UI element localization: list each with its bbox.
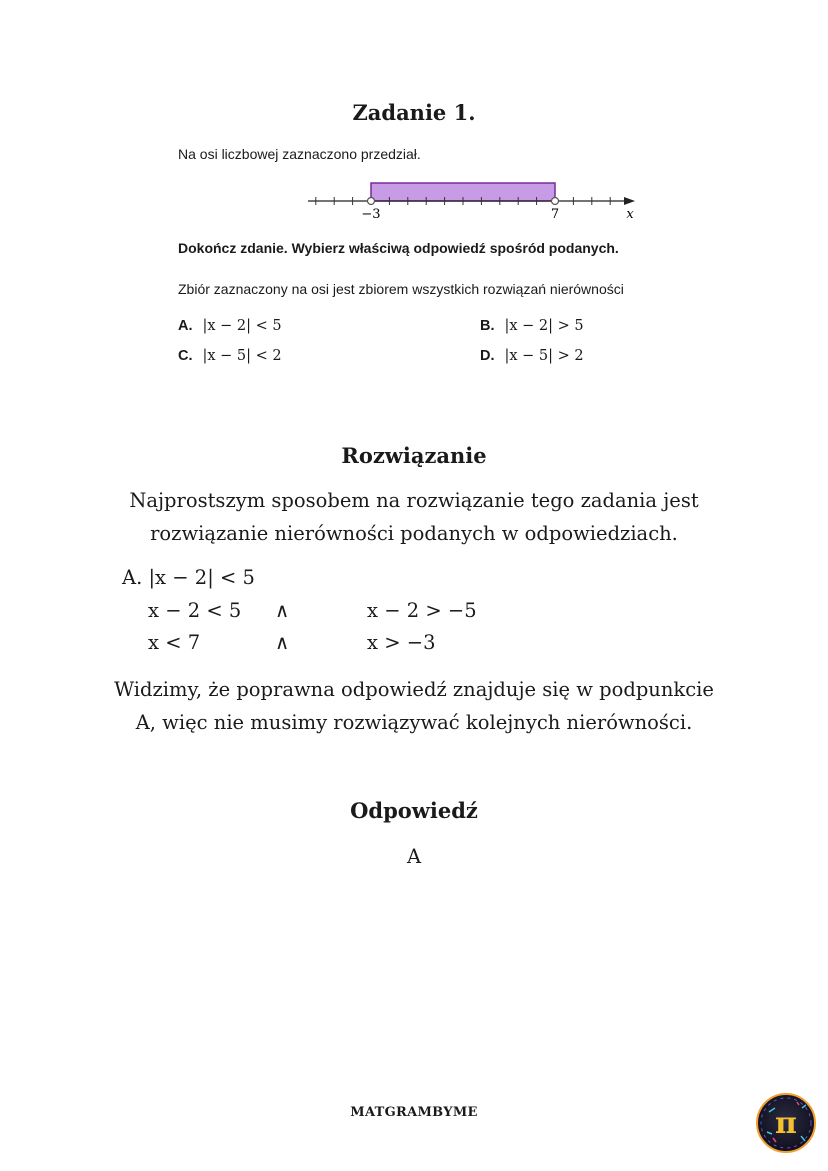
solution-intro-line1: Najprostszym sposobem na rozwiązanie tego zadania jest xyxy=(129,489,699,512)
answer-value: A xyxy=(406,845,422,868)
option-text: |x − 5| < 2 xyxy=(202,348,282,364)
conclusion-line1: Widzimy, że poprawna odpowiedź znajduje się w podpunkcie xyxy=(114,678,714,701)
option-c xyxy=(178,348,282,364)
task-question: Zbiór zaznaczony na osi jest zbiorem wszystkich rozwiązań nierówności xyxy=(178,281,624,297)
math-row2-and: ∧ xyxy=(275,631,290,654)
math-row1-left: x − 2 < 5 xyxy=(148,599,242,622)
axis-label-left: −3 xyxy=(361,207,381,222)
option-text: |x − 5| > 2 xyxy=(504,348,584,364)
task-instruction: Dokończ zdanie. Wybierz właściwą odpowiedź spośród podanych. xyxy=(178,240,619,256)
math-row2-right: x > −3 xyxy=(367,631,436,654)
option-b xyxy=(480,318,584,334)
option-text: |x − 2| < 5 xyxy=(202,318,282,334)
math-row1-and: ∧ xyxy=(275,599,290,622)
answer-title: Odpowiedź xyxy=(350,798,478,823)
option-a xyxy=(178,318,282,334)
axis-variable-label: x xyxy=(626,207,634,222)
axis-arrow-icon xyxy=(624,197,635,205)
option-letter: A. xyxy=(178,318,193,334)
axis-label-right: 7 xyxy=(550,207,560,222)
open-endpoint-right xyxy=(552,198,559,205)
footer-brand: MATGRAMBYME xyxy=(350,1105,478,1120)
option-letter: C. xyxy=(178,348,193,364)
option-letter: B. xyxy=(480,318,495,334)
open-endpoint-left xyxy=(368,198,375,205)
math-row2-left: x < 7 xyxy=(148,631,201,654)
task-title: Zadanie 1. xyxy=(352,100,476,125)
option-text: |x − 2| > 5 xyxy=(504,318,584,334)
pi-logo-icon xyxy=(755,1092,817,1154)
conclusion-line2: A, więc nie musimy rozwiązywać kolejnych nierówności. xyxy=(135,711,693,734)
number-line-figure xyxy=(300,170,645,226)
math-row1-right: x − 2 > −5 xyxy=(367,599,477,622)
pi-symbol: π xyxy=(775,1106,797,1141)
math-head: A. |x − 2| < 5 xyxy=(122,566,255,589)
solution-title: Rozwiązanie xyxy=(341,443,487,468)
option-d xyxy=(480,348,584,364)
task-intro: Na osi liczbowej zaznaczono przedział. xyxy=(178,146,421,162)
solution-intro-line2: rozwiązanie nierówności podanych w odpowiedziach. xyxy=(150,522,678,545)
option-letter: D. xyxy=(480,348,495,364)
